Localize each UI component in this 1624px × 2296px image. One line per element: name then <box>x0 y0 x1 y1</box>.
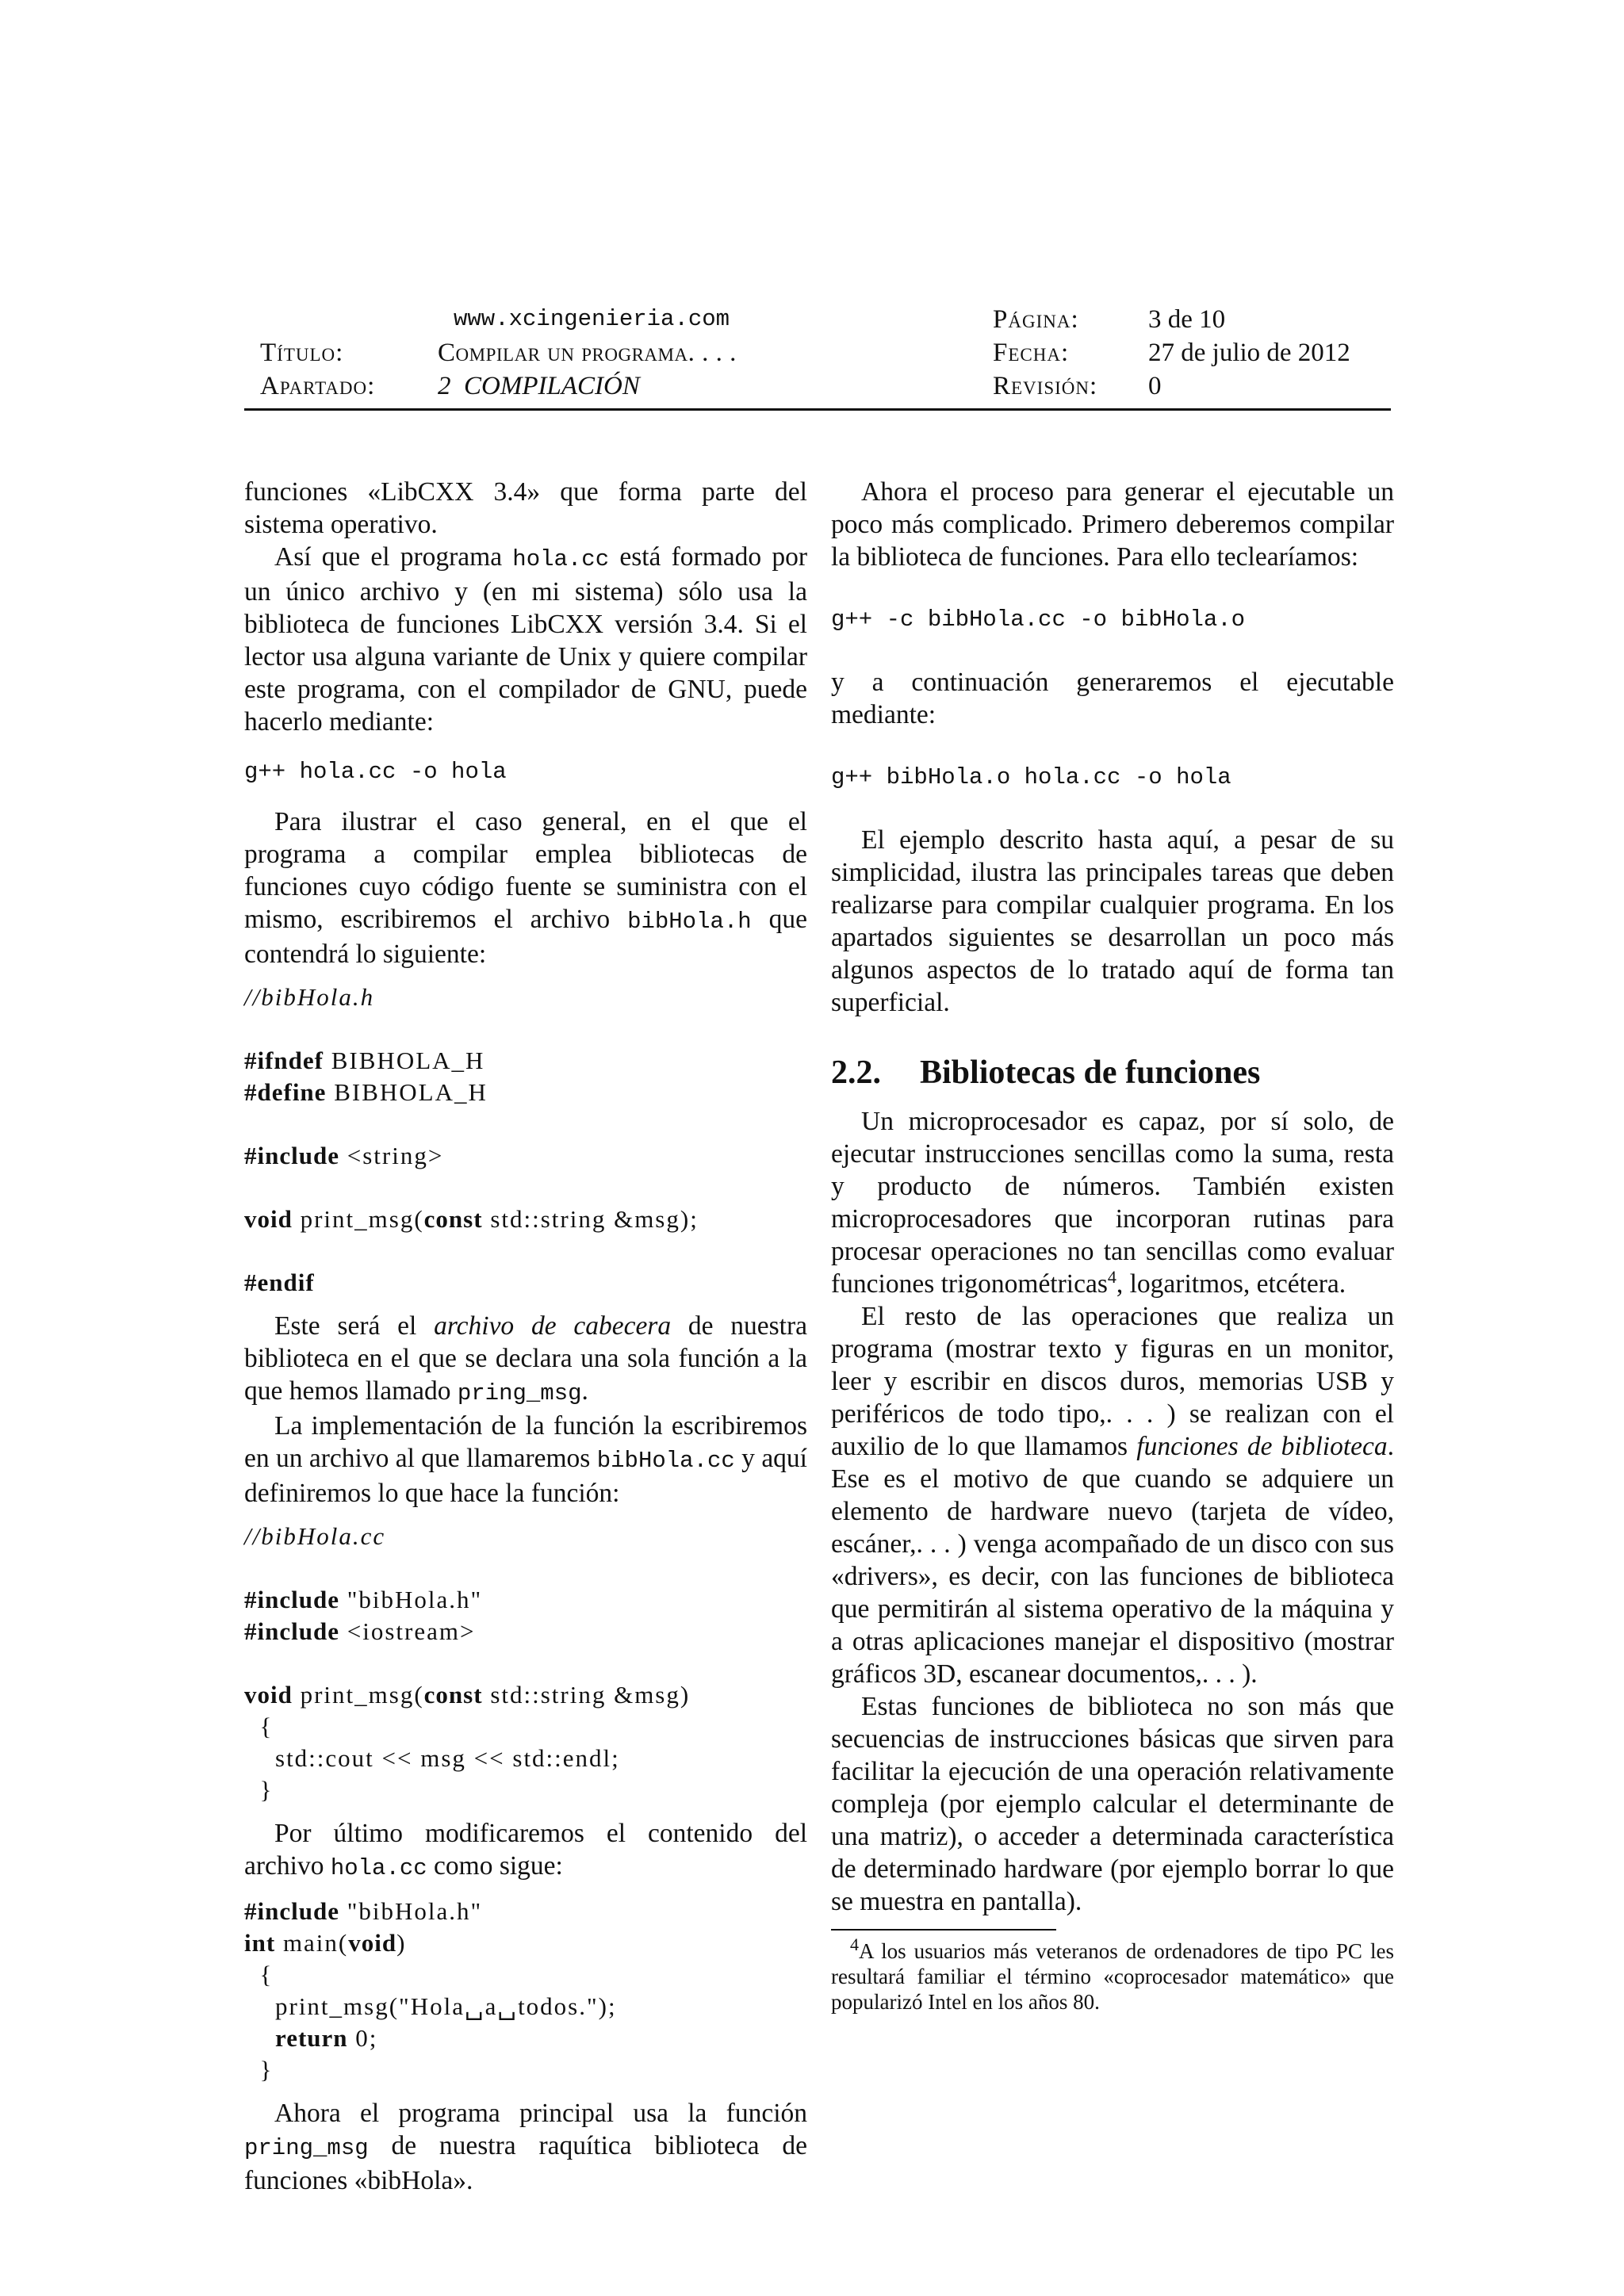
right-column <box>831 476 1394 2015</box>
header-title-value: Compilar un programa. . . . <box>438 339 737 367</box>
header-revision-value: 0 <box>1148 372 1162 400</box>
left-column <box>244 476 807 2197</box>
paragraph: funciones «LibCXX 3.4» que forma parte del sistema operativo. <box>244 477 807 539</box>
section-heading: 2.2. Bibliotecas de funciones <box>831 1054 1261 1091</box>
header-section-value: 2 COMPILACIÓN <box>438 372 640 400</box>
paragraph: Estas funciones de biblioteca no son más que secuencias de instrucciones básicas que sirven para facilitar la ejecución de una operación relativamente compleja (por ejemplo calcular el determinante de una matriz), o acceder a determinada característica de determinado hardware (por ejemplo borrar lo que se muestra en pantalla). <box>831 1692 1394 1916</box>
header-revision-label: Revisión: <box>993 372 1098 400</box>
header-rule <box>244 408 1391 411</box>
page-header <box>244 303 1391 403</box>
paragraph: Así que el programa hola.cc está formado por un único archivo y (en mi sistema) sólo usa la biblioteca de funciones LibCXX versión 3.4. Si el lector usa alguna variante de Unix y quiere compilar este programa, con el compilador de GNU, puede hacerlo mediante: <box>244 542 807 737</box>
code-listing-main: #include "bibHola.h" int main(void) { print_msg("Hola␣a␣todos."); return 0; } <box>244 1897 617 2084</box>
code-listing-implementation: //bibHola.cc #include "bibHola.h" #include <iostream> void print_msg(const std::string &msg) { std::cout << msg << std::endl; } <box>244 1522 691 1804</box>
header-page-label: Página: <box>993 305 1079 334</box>
footnote-reference: 4 <box>1107 1266 1116 1287</box>
header-date-label: Fecha: <box>993 339 1070 367</box>
footnote-rule <box>831 1929 1056 1931</box>
paragraph: La implementación de la función la escribiremos en un archivo al que llamaremos bibHola.cc y aquí definiremos lo que hace la función: <box>244 1411 807 1508</box>
header-page-value: 3 de 10 <box>1148 305 1226 334</box>
paragraph: Ahora el proceso para generar el ejecutable un poco más complicado. Primero deberemos compilar la biblioteca de funciones. Para ello teclearíamos: <box>831 477 1394 572</box>
header-section-label: Apartado: <box>260 372 376 400</box>
command-line: g++ -c bibHola.cc -o bibHola.o <box>831 607 1246 633</box>
paragraph: El ejemplo descrito hasta aquí, a pesar de su simplicidad, ilustra las principales tareas que deben realizarse para compilar cualquier programa. En los apartados siguientes se desarrollan un poco más algunos aspectos de lo tratado aquí de forma tan superficial. <box>831 825 1394 1017</box>
header-date-value: 27 de julio de 2012 <box>1148 339 1350 367</box>
paragraph: Por último modificaremos el contenido del archivo hola.cc como sigue: <box>244 1819 807 1881</box>
command-line: g++ bibHola.o hola.cc -o hola <box>831 764 1231 790</box>
paragraph: Este será el archivo de cabecera de nuestra biblioteca en el que se declara una sola función a la que hemos llamado pring_msg. <box>244 1311 807 1406</box>
paragraph: Ahora el programa principal usa la función pring_msg de nuestra raquítica biblioteca de funciones «bibHola». <box>244 2099 807 2195</box>
paragraph: Para ilustrar el caso general, en el que el programa a compilar emplea bibliotecas de funciones cuyo código fuente se suministra con el mismo, escribiremos el archivo bibHola.h que contendrá lo siguiente: <box>244 807 807 969</box>
header-title-label: Título: <box>260 339 344 367</box>
footnote: $^4$A los usuarios más veteranos de ordenadores de tipo PC les resultará familiar el término «coprocesador matemático» que popularizó Intel en los años 80. <box>831 1934 1394 2014</box>
paragraph: y a continuación generaremos el ejecutable mediante: <box>831 668 1394 729</box>
header-url: www.xcingenieria.com <box>454 306 730 332</box>
paragraph: El resto de las operaciones que realiza un programa (mostrar texto y figuras en un monitor, leer y escribir en discos duros, memorias USB y periféricos de todo tipo,. . . ) se realizan con el auxilio de lo que llamamos funciones de biblioteca. Ese es el motivo de que cuando se adquiere un elemento de hardware nuevo (tarjeta de vídeo, escáner,. . . ) venga acompañado de un disco con sus «drivers», es decir, con las funciones de biblioteca que permitirán al sistema operativo de la máquina y a otras aplicaciones manejar el dispositivo (mostrar gráficos 3D, escanear documentos,. . . ). <box>831 1302 1395 1689</box>
code-listing-header: //bibHola.h #ifndef BIBHOLA_H #define BIBHOLA_H #include <string> void print_msg(const std::string &msg); #endif <box>244 983 699 1296</box>
document-page <box>244 0 1395 2296</box>
command-line: g++ hola.cc -o hola <box>244 759 507 785</box>
paragraph: Un microprocesador es capaz, por sí solo, de ejecutar instrucciones sencillas como la suma, resta y producto de números. También existen microprocesadores que incorporan rutinas para procesar operaciones no tan sencillas como evaluar funciones trigonométricas$^4$, logaritmos, etcétera. <box>831 1107 1394 1299</box>
